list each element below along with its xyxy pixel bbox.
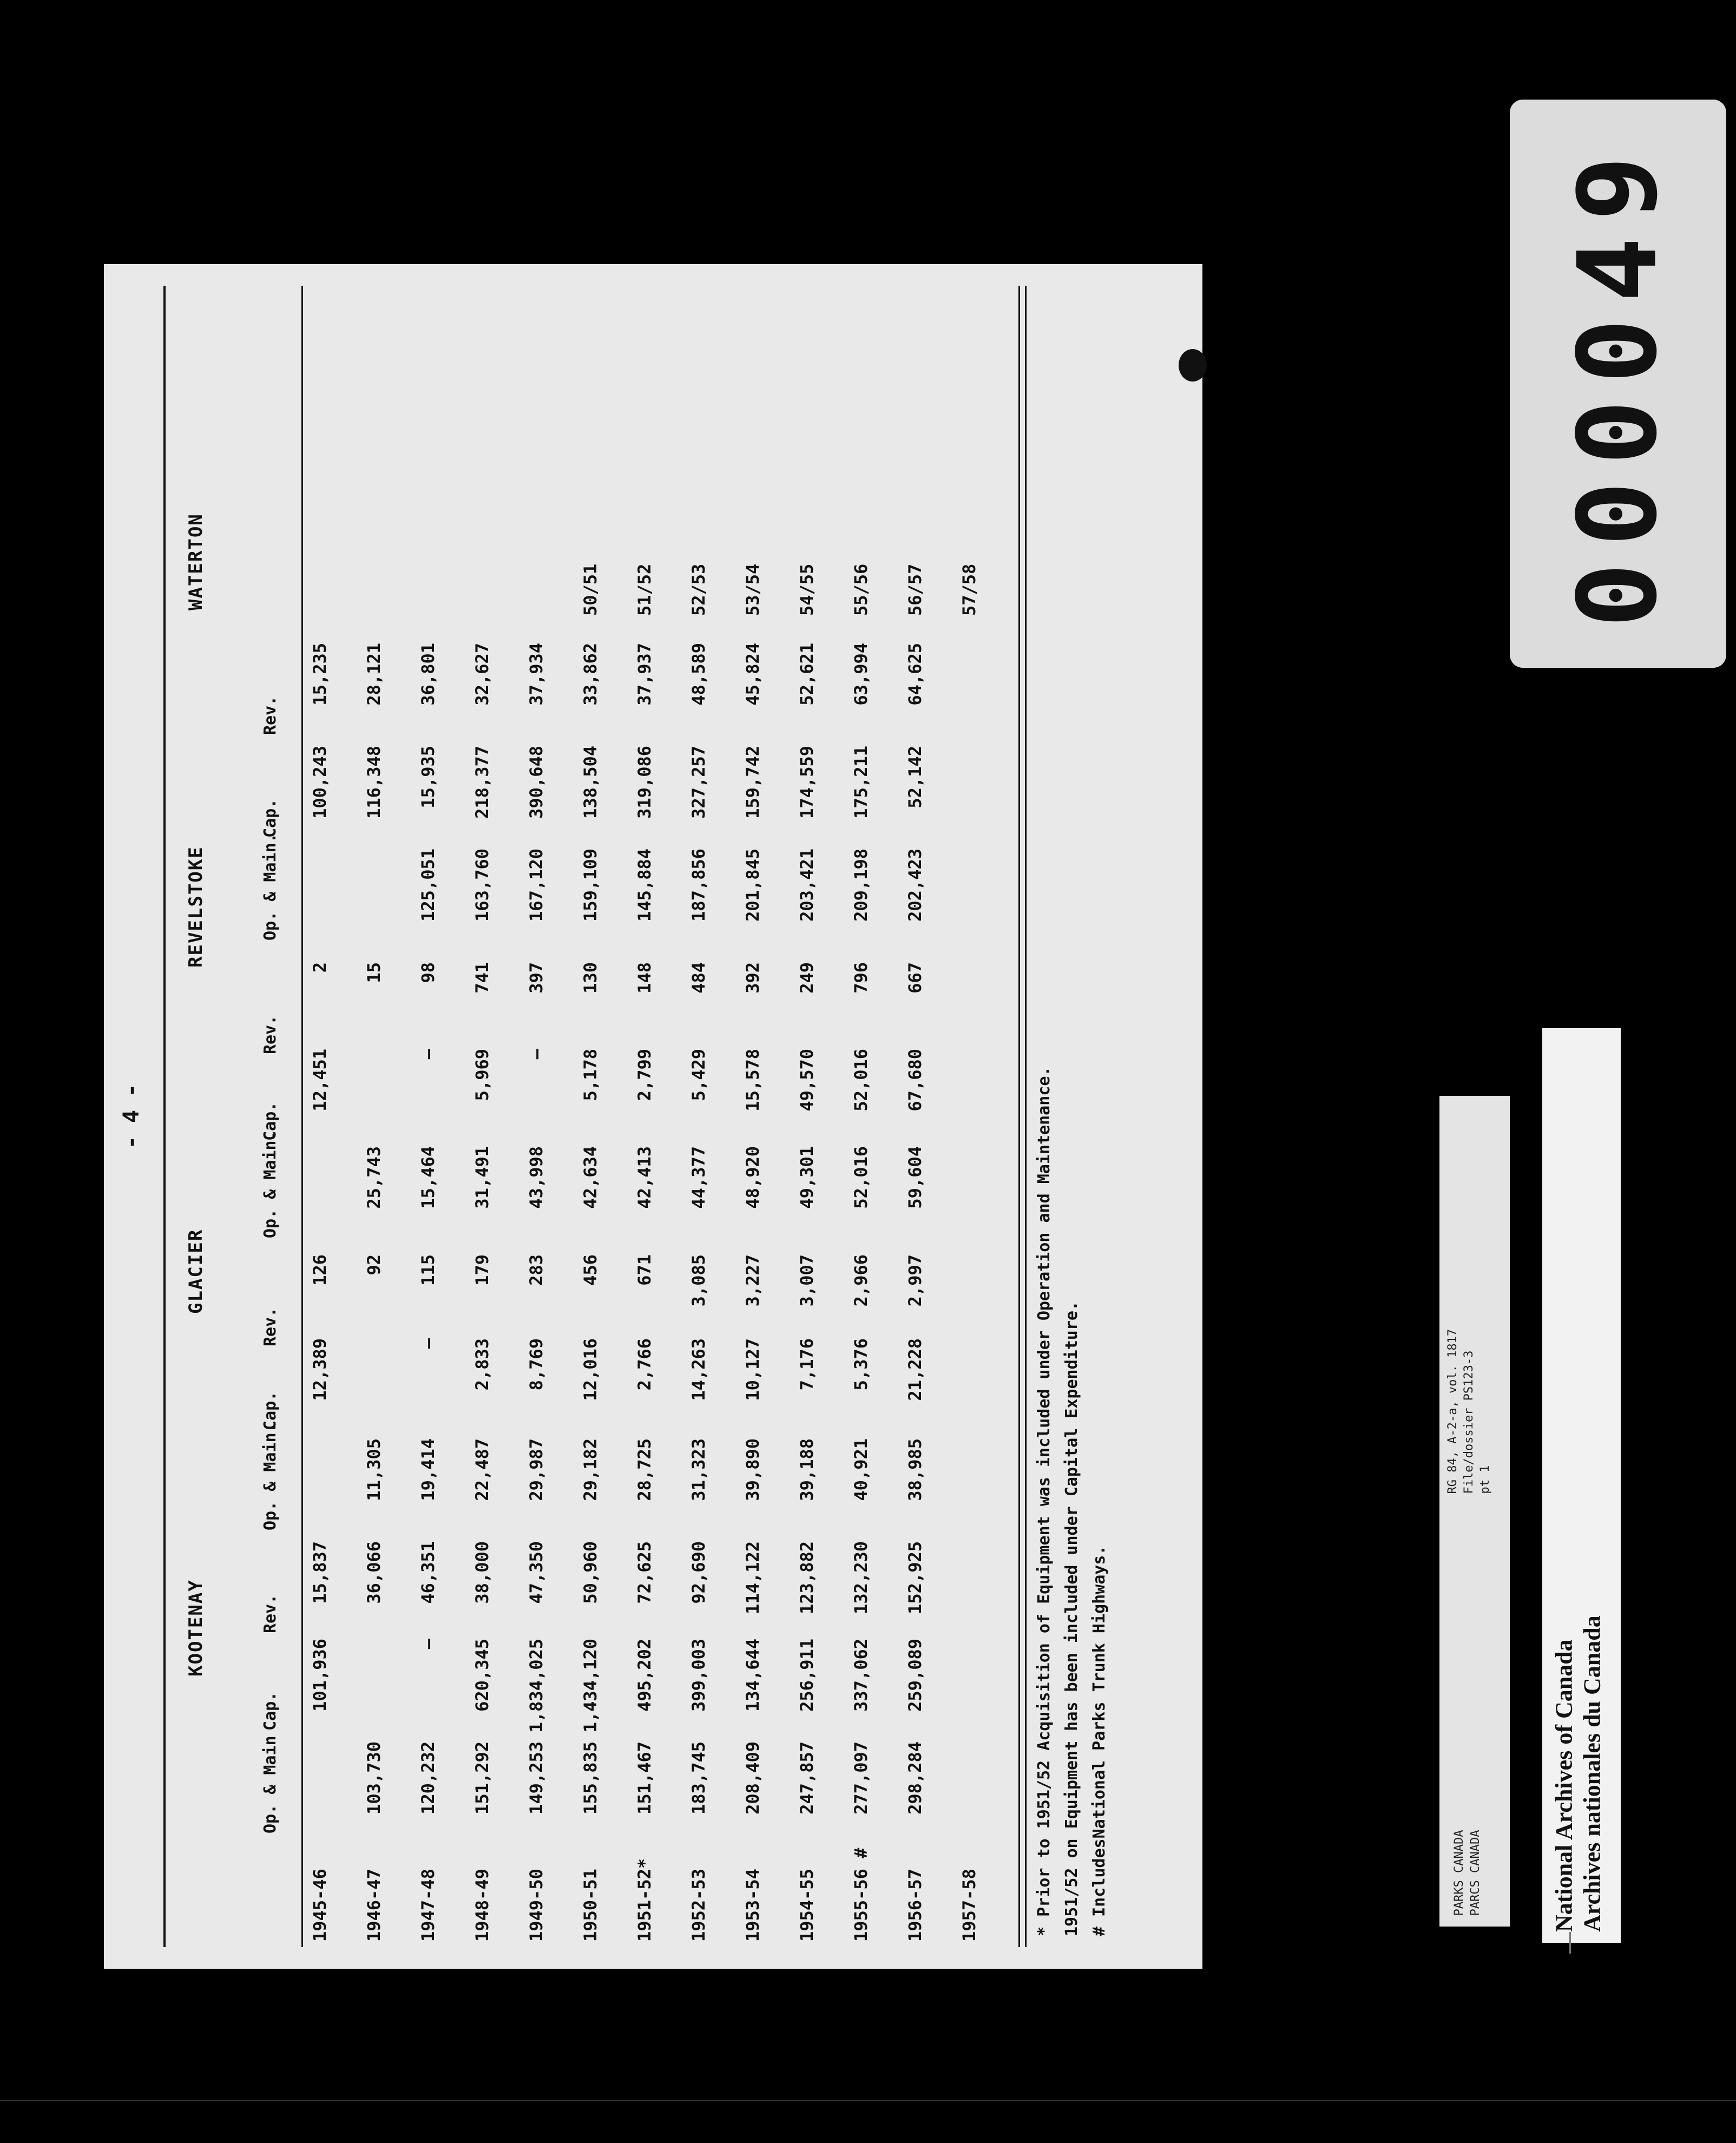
ref-line: RG 84, A-2-a, vol. 1817 [1446,1329,1459,1494]
value-cell: 392 [742,962,763,994]
table-row [797,264,840,1969]
table-row [418,264,461,1969]
column-header: Cap. [261,1101,280,1141]
value-cell: 145,884 [634,849,655,922]
value-cell: 5,376 [851,1338,871,1391]
value-cell: 12,016 [580,1338,601,1401]
table-row [634,264,678,1969]
value-cell: 5,429 [688,1049,709,1101]
value-cell: 42,413 [634,1146,655,1209]
value-cell: 52,016 [851,1049,871,1112]
footnotes [1035,297,1117,1936]
park-header-kootenay: KOOTENAY [185,1579,207,1677]
value-cell: 2,766 [634,1338,655,1391]
value-cell: 11,305 [364,1438,384,1501]
value-cell: 399,003 [688,1639,709,1712]
value-cell: 50,960 [580,1541,601,1604]
value-cell: 100,243 [310,746,330,819]
value-cell: 155,835 [580,1741,601,1815]
value-cell: 19,414 [418,1438,438,1501]
value-cell: 39,188 [797,1438,817,1501]
value-cell: 134,644 [742,1639,763,1712]
value-cell: 5,969 [472,1049,492,1101]
column-header: Op. & Main. [261,1423,280,1530]
value-cell: 38,985 [905,1438,925,1501]
column-header: Op. & Main. [261,1130,280,1238]
table-row [851,264,894,1969]
value-cell: 179 [472,1254,492,1286]
value-cell: 37,937 [634,643,655,706]
value-cell: 337,062 [851,1639,871,1712]
value-cell: 31,323 [688,1438,709,1501]
value-cell: 42,634 [580,1146,601,1209]
value-cell: 187,856 [688,849,709,922]
value-cell: 298,284 [905,1741,925,1815]
value-cell: 25,743 [364,1146,384,1209]
value-cell: 390,648 [526,746,547,819]
value-cell: 203,421 [797,849,817,922]
value-cell: 277,097 [851,1741,871,1815]
value-cell: 31,491 [472,1146,492,1209]
value-cell: 44,377 [688,1146,709,1209]
table-sheet [104,264,1202,1969]
value-cell: 64,625 [905,643,925,706]
year-cell: 1957-58 [959,1869,979,1942]
value-cell: 22,487 [472,1438,492,1501]
value-cell: 72,625 [634,1541,655,1604]
table-row [472,264,515,1969]
year-cell: 1945-46 [310,1869,330,1942]
column-header: Rev. [261,1015,280,1054]
column-header: Cap. [261,1691,280,1731]
value-cell: 32,627 [472,643,492,706]
value-cell: 283 [526,1254,547,1286]
value-cell: 159,742 [742,746,763,819]
year-cell: 1947-48 [418,1869,438,1942]
value-cell: 10,127 [742,1338,763,1401]
park-header-waterton: WATERTON [185,513,207,610]
value-cell: 116,348 [364,746,384,819]
value-cell: 174,559 [797,746,817,819]
value-cell: 52,142 [905,746,925,808]
value-cell: 15,935 [418,746,438,808]
value-cell: 120,232 [418,1741,438,1815]
column-header: Op. & Main [261,1736,280,1833]
value-cell: 59,604 [905,1146,925,1209]
value-cell: 183,745 [688,1741,709,1815]
parks-canada-label [1451,1830,1484,1916]
value-cell: 123,882 [797,1541,817,1614]
fiscal-year-label: 52/53 [688,563,709,616]
footnote: * Prior to 1951/52 Acquisition of Equipment was included under Operation and Maintenance. [1035,1066,1054,1936]
column-headers [261,264,293,1969]
column-header: Rev. [261,695,280,735]
value-cell: 152,925 [905,1541,925,1614]
value-cell: 63,994 [851,643,871,706]
value-cell: 15,235 [310,643,330,706]
park-header-revelstoke: REVELSTOKE [185,846,207,968]
value-cell: 208,409 [742,1741,763,1815]
value-cell: 49,301 [797,1146,817,1209]
value-cell: 130 [580,962,601,994]
value-cell: 48,589 [688,643,709,706]
value-cell: 40,921 [851,1438,871,1501]
value-cell: 15 [364,962,384,983]
fiscal-year-label: 54/55 [797,563,817,616]
value-cell: 29,987 [526,1438,547,1501]
year-cell: 1955-56 # [851,1848,871,1942]
value-cell: 249 [797,962,817,994]
value-cell: 115 [418,1254,438,1286]
value-cell: 327,257 [688,746,709,819]
value-cell: 5,178 [580,1049,601,1101]
value-cell: 103,730 [364,1741,384,1815]
value-cell: 218,377 [472,746,492,819]
table-row [526,264,569,1969]
value-cell: 46,351 [418,1541,438,1604]
value-cell: 28,121 [364,643,384,706]
column-header: Cap. [261,1391,280,1430]
value-cell: 39,890 [742,1438,763,1501]
fiscal-year-label: 57/58 [959,563,979,616]
table-row [959,264,1002,1969]
table-row [905,264,948,1969]
value-cell: 14,263 [688,1338,709,1401]
table-row [742,264,786,1969]
value-cell: 201,845 [742,849,763,922]
page-number: - 4 - [119,1083,144,1149]
value-cell: 7,176 [797,1338,817,1391]
value-cell: 132,230 [851,1541,871,1614]
header-rule [301,286,303,1947]
value-cell: 397 [526,962,547,994]
fiscal-year-label: 53/54 [742,563,763,616]
value-cell: 12,451 [310,1049,330,1112]
archives-english: National Archives of Canada [1550,1639,1577,1932]
value-cell: 12,389 [310,1338,330,1401]
value-cell: 175,211 [851,746,871,819]
value-cell: 98 [418,962,438,983]
value-cell: 1,434,120 [580,1639,601,1733]
table-row [310,264,353,1969]
value-cell: 138,504 [580,746,601,819]
value-cell: 37,934 [526,643,547,706]
value-cell: 36,066 [364,1541,384,1604]
bottom-rule-1 [1018,286,1020,1947]
value-cell: 28,725 [634,1438,655,1501]
value-cell: — [526,1049,547,1060]
ref-line: File/dossier PS123-3 [1462,1350,1476,1494]
value-cell: 484 [688,962,709,994]
table-row [688,264,732,1969]
value-cell: 43,998 [526,1146,547,1209]
value-cell: 21,228 [905,1338,925,1401]
value-cell: 202,423 [905,849,925,922]
footnote: # IncludesNational Parks Trunk Highways. [1090,1545,1109,1936]
value-cell: 247,857 [797,1741,817,1815]
value-cell: 2,966 [851,1254,871,1307]
value-cell: 3,227 [742,1254,763,1307]
value-cell: 52,621 [797,643,817,706]
archives-label [1542,1028,1621,1943]
value-cell: 125,051 [418,849,438,922]
year-cell: 1951-52* [634,1858,655,1942]
year-cell: 1953-54 [742,1869,763,1942]
column-header: Rev. [261,1307,280,1346]
year-cell: 1952-53 [688,1869,709,1942]
column-header: Rev. [261,1594,280,1633]
table-row [580,264,623,1969]
value-cell: 256,911 [797,1639,817,1712]
value-cell: 36,801 [418,643,438,706]
value-cell: 2,799 [634,1049,655,1101]
frame-number-box [1510,100,1726,668]
value-cell: 3,085 [688,1254,709,1307]
value-cell: 148 [634,962,655,994]
value-cell: 151,292 [472,1741,492,1815]
value-cell: 667 [905,962,925,994]
value-cell: 151,467 [634,1741,655,1815]
park-header-glacier: GLACIER [185,1228,207,1314]
value-cell: 15,837 [310,1541,330,1604]
value-cell: 48,920 [742,1146,763,1209]
top-rule [163,286,166,1947]
reference-label [1439,1096,1510,1927]
value-cell: 163,760 [472,849,492,922]
value-cell: 45,824 [742,643,763,706]
column-header: Op. & Main. [261,833,280,941]
value-cell: 8,769 [526,1338,547,1391]
value-cell: 456 [580,1254,601,1286]
value-cell: 2,997 [905,1254,925,1307]
value-cell: 319,086 [634,746,655,819]
value-cell: 114,122 [742,1541,763,1614]
value-cell: 209,198 [851,849,871,922]
value-cell: 29,182 [580,1438,601,1501]
value-cell: 15,464 [418,1146,438,1209]
year-cell: 1948-49 [472,1869,492,1942]
value-cell: 2,833 [472,1338,492,1391]
value-cell: 92,690 [688,1541,709,1604]
value-cell: 149,253 [526,1741,547,1815]
value-cell: 259,089 [905,1639,925,1712]
value-cell: 126 [310,1254,330,1286]
year-cell: 1956-57 [905,1869,925,1942]
value-cell: 671 [634,1254,655,1286]
value-cell: — [418,1639,438,1649]
ref-line: PARKS CANADA [1452,1830,1466,1916]
fiscal-year-label: 50/51 [580,563,601,616]
year-cell: 1946-47 [364,1869,384,1942]
table-row [364,264,407,1969]
archives-french: Archives nationales du Canada [1579,1615,1605,1932]
value-cell: 167,120 [526,849,547,922]
value-cell: 67,680 [905,1049,925,1112]
film-edge-line [0,2100,1736,2101]
value-cell: 49,570 [797,1049,817,1112]
document-page [104,264,1202,1969]
value-cell: 495,202 [634,1639,655,1712]
value-cell: 101,936 [310,1639,330,1712]
fiscal-year-label: 56/57 [905,563,925,616]
column-header: Cap. [261,798,280,838]
value-cell: 2 [310,962,330,973]
fiscal-year-label: 55/56 [851,563,871,616]
ink-blot [1179,349,1207,382]
value-cell: 159,109 [580,849,601,922]
value-cell: 47,350 [526,1541,547,1604]
ref-line: pt 1 [1478,1465,1492,1494]
park-headers [185,297,218,1790]
footnote: 1951/52 on Equipment has been included under Capital Expenditure. [1062,1301,1081,1936]
value-cell: 33,862 [580,643,601,706]
frame-number: 000049 [1555,139,1681,628]
value-cell: 15,578 [742,1049,763,1112]
value-cell: 92 [364,1254,384,1276]
year-cell: 1954-55 [797,1869,817,1942]
ref-line: PARCS CANADA [1469,1830,1482,1916]
file-reference [1445,1329,1494,1494]
value-cell: 741 [472,962,492,994]
value-cell: 796 [851,962,871,994]
bottom-rule-2 [1025,286,1027,1947]
value-cell: 1,834,025 [526,1639,547,1733]
fiscal-year-label: 51/52 [634,563,655,616]
value-cell: 52,016 [851,1146,871,1209]
year-cell: 1949-50 [526,1869,547,1942]
tick-mark [1569,1932,1571,1954]
value-cell: 620,345 [472,1639,492,1712]
value-cell: 3,007 [797,1254,817,1307]
value-cell: — [418,1338,438,1349]
year-cell: 1950-51 [580,1869,601,1942]
value-cell: 38,000 [472,1541,492,1604]
value-cell: — [418,1049,438,1060]
